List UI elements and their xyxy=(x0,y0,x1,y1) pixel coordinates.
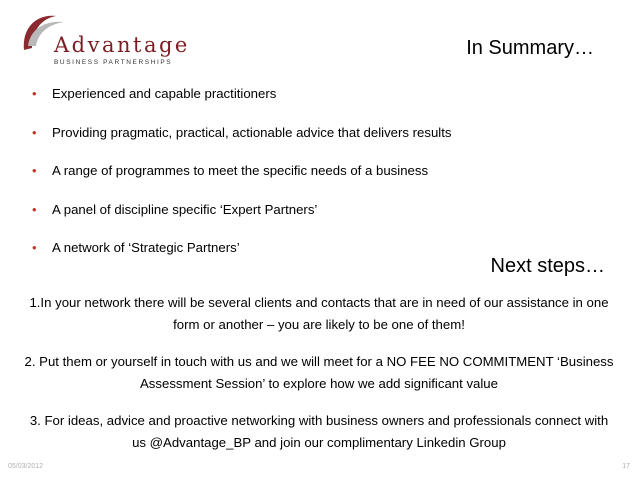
step-item: 3. For ideas, advice and proactive networking with business owners and professionals connect with us @Advantage_BP and join our complimentary Linkedin Group xyxy=(29,413,609,450)
bullet-text: A panel of discipline specific ‘Expert Partners’ xyxy=(52,201,318,217)
bullet-text: A network of ‘Strategic Partners’ xyxy=(52,240,240,255)
bullet-item xyxy=(32,239,451,278)
step-item: 2. Put them or yourself in touch with us and we will meet for a NO FEE NO COMMITMENT ‘Business Assessment Session’ to explore how we add significant value xyxy=(24,354,614,391)
summary-heading: In Summary… xyxy=(466,37,594,59)
bullet-dot-icon: • xyxy=(32,240,37,255)
logo-wordmark: Advantage xyxy=(54,33,190,57)
summary-bullet-list xyxy=(32,85,451,278)
company-logo xyxy=(14,8,190,68)
slide-number: 17 xyxy=(622,463,630,470)
footer-date: 05/03/2012 xyxy=(8,463,44,470)
bullet-dot-icon: • xyxy=(32,124,37,140)
bullet-text: Experienced and capable practitioners xyxy=(52,86,277,101)
bullet-dot-icon: • xyxy=(32,201,37,217)
bullet-text: A range of programmes to meet the specific needs of a business xyxy=(52,163,429,178)
bullet-dot-icon: • xyxy=(32,163,37,178)
bullet-item xyxy=(32,162,451,201)
bullet-item xyxy=(32,124,451,163)
bullet-text: Providing pragmatic, practical, actionable advice that delivers results xyxy=(52,124,452,140)
next-steps-list xyxy=(24,292,614,469)
next-steps-heading: Next steps… xyxy=(490,255,605,277)
bullet-item xyxy=(32,201,451,240)
logo-tagline: BUSINESS PARTNERSHIPS xyxy=(54,59,173,66)
bullet-item xyxy=(32,85,451,124)
bullet-dot-icon: • xyxy=(32,86,37,101)
step-item: 1.In your network there will be several clients and contacts that are in need of our assistance in one form or another – you are likely to be one of them! xyxy=(29,295,609,332)
